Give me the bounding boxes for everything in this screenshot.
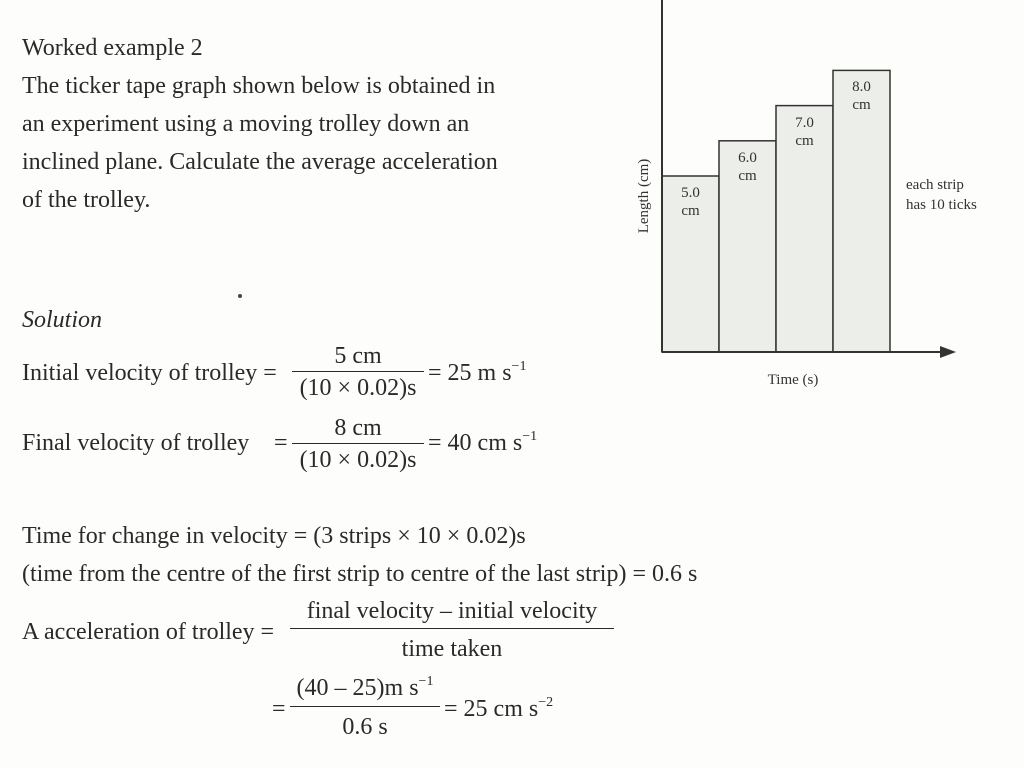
strip-value: 6.0 xyxy=(738,149,757,166)
time-note: (time from the centre of the first strip to centre of the last strip) = 0.6 s xyxy=(22,561,698,587)
problem-line-3: inclined plane. Calculate the average acceleration xyxy=(22,149,498,175)
x-axis-arrow xyxy=(940,346,956,358)
final-velocity-numerator: 8 cm xyxy=(334,415,382,441)
acceleration-numerator-2: (40 – 25)m $s^{-1}$ xyxy=(296,674,434,701)
problem-line-4: of the trolley. xyxy=(22,187,151,213)
strip-unit: cm xyxy=(681,203,700,219)
time-line: Time for change in velocity = (3 strips × 10 × 0.02)s xyxy=(22,523,526,549)
y-axis-label: Length (cm) xyxy=(636,158,652,234)
strip-unit: cm xyxy=(795,132,814,149)
problem-line-2: an experiment using a moving trolley down an xyxy=(22,111,470,137)
acceleration-result: = 25 cm $s^{-2}$ xyxy=(444,695,554,722)
final-velocity-equals: = xyxy=(274,430,288,456)
final-velocity-exponent: −1 xyxy=(522,429,538,444)
strip-value-label xyxy=(837,78,886,114)
strip-value-label xyxy=(723,149,772,185)
acceleration-denominator-2: 0.6 s xyxy=(342,714,388,740)
acceleration-equals-2: = xyxy=(272,696,286,722)
strip-value: 5.0 xyxy=(681,185,700,201)
acceleration-numerator-exponent: −1 xyxy=(418,674,434,689)
problem-line-1: The ticker tape graph shown below is obtained in xyxy=(22,73,496,99)
initial-velocity-exponent: −1 xyxy=(511,359,527,374)
chart-note xyxy=(906,175,977,215)
acceleration-exponent: −2 xyxy=(538,695,554,710)
initial-velocity-result: = 25 m $s^{-1}$ xyxy=(428,359,527,386)
strip-value-label xyxy=(666,184,715,220)
strip-unit: cm xyxy=(738,167,757,184)
chart-note-line-2: has 10 ticks xyxy=(906,197,977,213)
strip-unit: cm xyxy=(852,97,871,114)
strip-value: 7.0 xyxy=(795,114,814,131)
final-velocity-label: Final velocity of trolley xyxy=(22,430,250,456)
strip-value: 8.0 xyxy=(852,79,871,96)
final-velocity-result: = 40 cm $s^{-1}$ xyxy=(428,429,538,456)
chart-note-line-1: each strip xyxy=(906,177,964,193)
initial-velocity-numerator: 5 cm xyxy=(334,343,382,369)
solution-heading: Solution xyxy=(22,307,103,333)
example-heading: Worked example 2 xyxy=(22,35,203,61)
initial-velocity-denominator: (10 × 0.02)s xyxy=(299,375,417,401)
strip-value-label xyxy=(780,114,829,150)
x-axis-label: Time (s) xyxy=(767,372,819,388)
acceleration-numerator: final velocity – initial velocity xyxy=(306,598,598,624)
acceleration-label: A acceleration of trolley = xyxy=(22,619,275,645)
final-velocity-denominator: (10 × 0.02)s xyxy=(299,447,417,473)
initial-velocity-label: Initial velocity of trolley = xyxy=(22,360,277,386)
acceleration-denominator: time taken xyxy=(401,636,503,662)
